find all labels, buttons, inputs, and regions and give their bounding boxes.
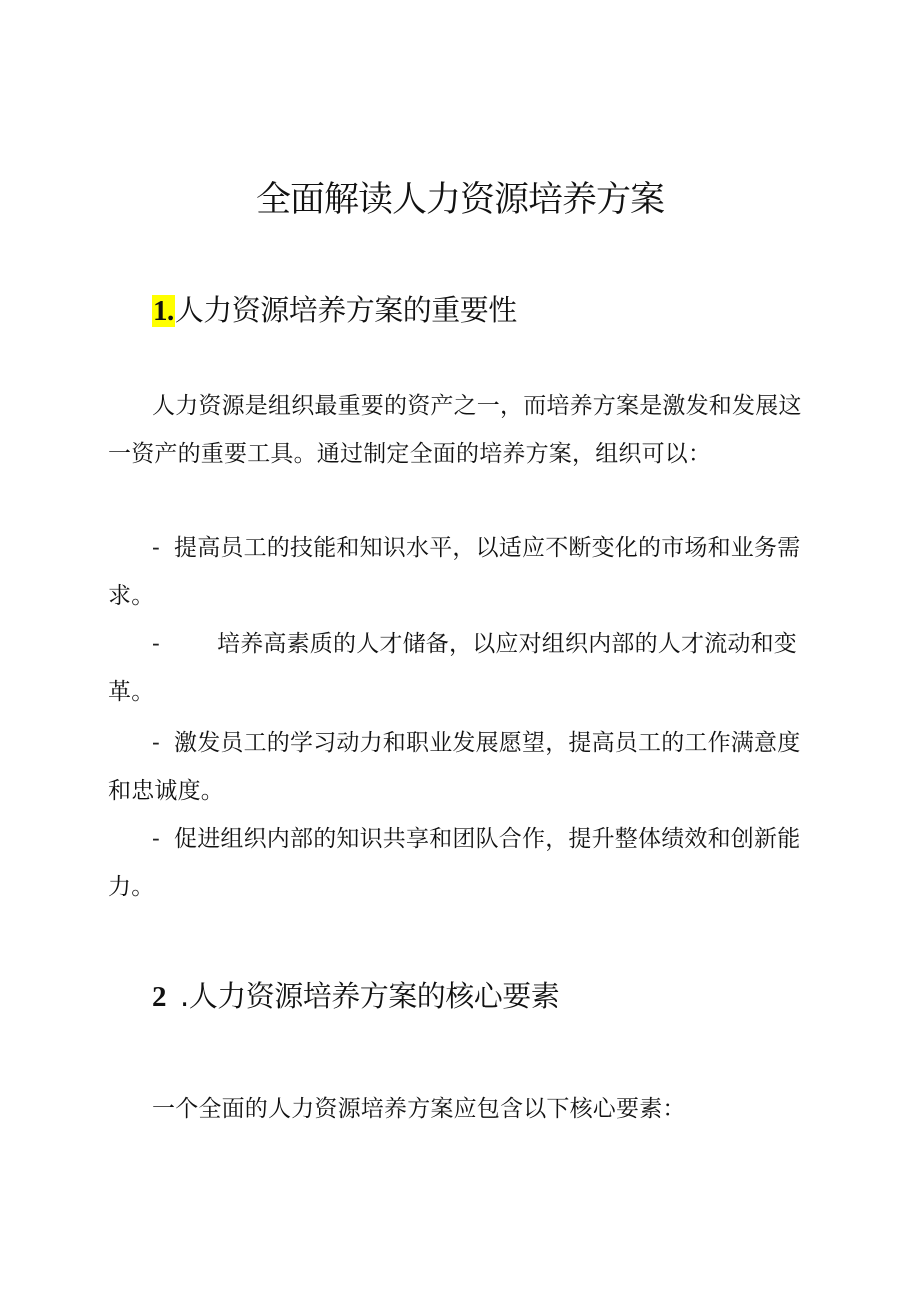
section-1-intro-text: 人力资源是组织最重要的资产之一，而培养方案是激发和发展这一资产的重要工具。通过制定全面的培养方案，组织可以： [108,393,802,467]
bullet-text: 促进组织内部的知识共享和团队合作，提升整体绩效和创新能力。 [108,826,801,900]
bullet-item-2 [108,620,808,716]
bullet-item-4 [108,815,808,911]
bullet-text: 激发员工的学习动力和职业发展愿望，提高员工的工作满意度和忠诚度。 [108,730,801,804]
section-2-number: 2 [152,981,166,1013]
section-2-intro-text: 一个全面的人力资源培养方案应包含以下核心要素： [152,1096,686,1122]
bullet-dash: - [152,730,160,756]
bullet-text: 培养高素质的人才储备，以应对组织内部的人才流动和变革。 [108,631,797,705]
section-1-heading [152,290,517,331]
section-2-intro [108,1085,808,1133]
document-title: 全面解读人力资源培养方案 [255,180,664,220]
section-2-heading [152,976,559,1017]
bullet-item-3 [108,719,808,815]
section-1-intro [108,382,808,478]
section-1-number: 1. [153,295,174,327]
bullet-dash: - [152,631,160,657]
bullet-text: 提高员工的技能和知识水平，以适应不断变化的市场和业务需求。 [108,535,801,609]
bullet-item-1 [108,524,808,620]
section-2-heading-text: .人力资源培养方案的核心要素 [180,979,560,1013]
bullet-dash: - [152,535,160,561]
bullet-dash: - [152,826,160,852]
section-1-heading-text: 人力资源培养方案的重要性 [174,293,517,327]
